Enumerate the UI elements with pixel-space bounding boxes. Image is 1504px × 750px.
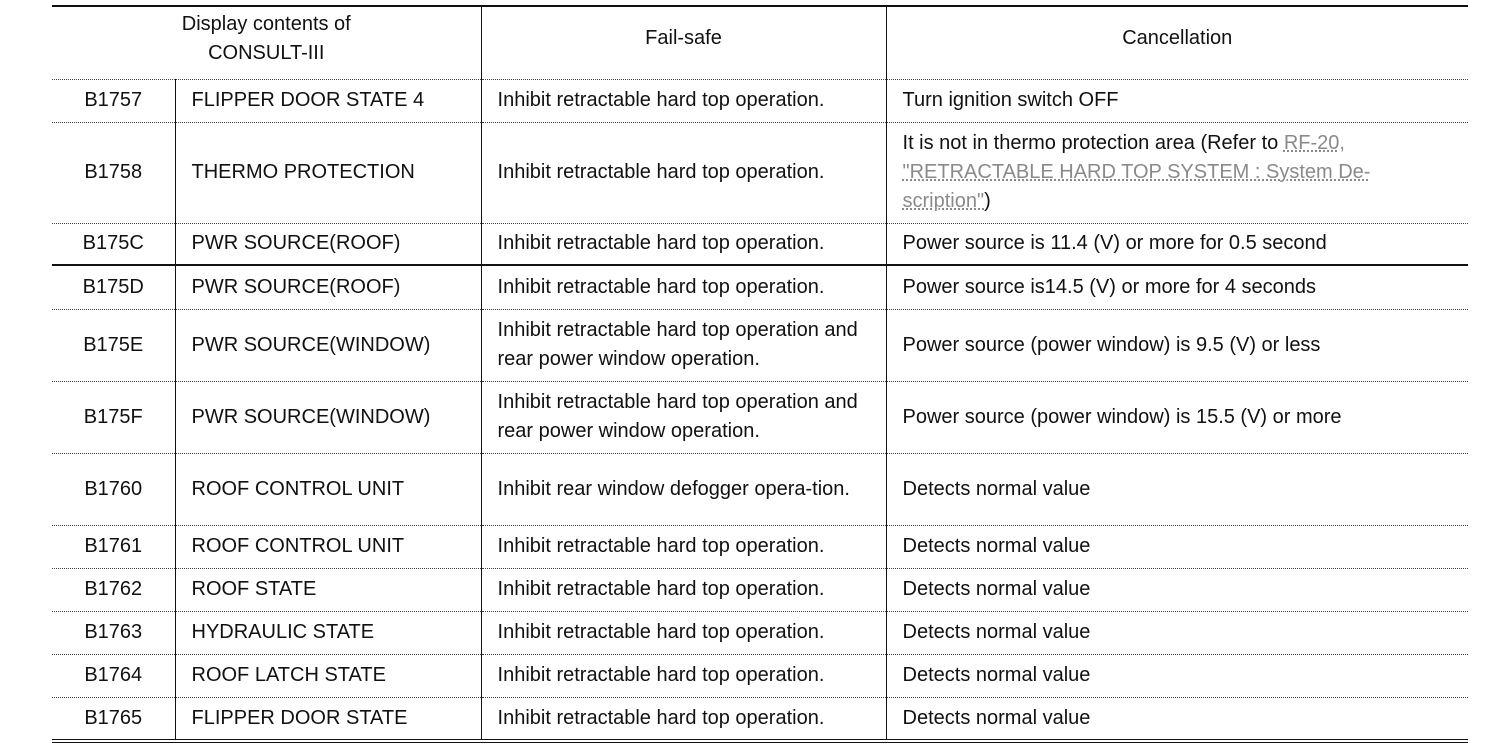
dtc-code: B175E [52, 309, 175, 381]
cancellation-cell: Detects normal value [886, 611, 1468, 654]
cancellation-cell: Detects normal value [886, 525, 1468, 568]
failsafe-cell: Inhibit retractable hard top operation. [481, 525, 886, 568]
table-row [52, 525, 1468, 568]
cancellation-cell: Power source is14.5 (V) or more for 4 seconds [886, 265, 1468, 309]
table-row [52, 122, 1468, 223]
header-display-contents [52, 6, 481, 79]
cancellation-cell: Detects normal value [886, 697, 1468, 741]
table-row [52, 611, 1468, 654]
header-row [52, 6, 1468, 79]
dtc-code: B1757 [52, 79, 175, 122]
header-display-line1: Display contents of [181, 12, 351, 35]
table-row [52, 79, 1468, 122]
cancellation-cell: Power source (power window) is 9.5 (V) or less [886, 309, 1468, 381]
table-row [52, 265, 1468, 309]
header-cancellation: Cancellation [886, 6, 1468, 79]
header-failsafe: Fail-safe [481, 6, 886, 79]
display-item: ROOF STATE [175, 568, 481, 611]
display-item: ROOF CONTROL UNIT [175, 525, 481, 568]
failsafe-cell: Inhibit retractable hard top operation and rear power window operation. [481, 381, 886, 453]
display-item: HYDRAULIC STATE [175, 611, 481, 654]
table-row [52, 223, 1468, 265]
failsafe-cell: Inhibit retractable hard top operation. [481, 611, 886, 654]
dtc-code: B1764 [52, 654, 175, 697]
cancellation-cell: Power source (power window) is 15.5 (V) or more [886, 381, 1468, 453]
cancellation-text-end: ) [984, 190, 991, 212]
table-row [52, 381, 1468, 453]
failsafe-cell: Inhibit rear window defogger opera-tion. [481, 453, 886, 525]
cancellation-cell: Power source is 11.4 (V) or more for 0.5 second [886, 223, 1468, 265]
display-item: PWR SOURCE(ROOF) [175, 265, 481, 309]
failsafe-table [52, 5, 1468, 743]
cancellation-cell [886, 122, 1468, 223]
dtc-code: B175C [52, 223, 175, 265]
failsafe-cell: Inhibit retractable hard top operation. [481, 697, 886, 741]
dtc-code: B175D [52, 265, 175, 309]
failsafe-cell: Inhibit retractable hard top operation. [481, 79, 886, 122]
cancellation-cell: Detects normal value [886, 568, 1468, 611]
dtc-code: B1762 [52, 568, 175, 611]
display-item: FLIPPER DOOR STATE 4 [175, 79, 481, 122]
display-item: PWR SOURCE(WINDOW) [175, 381, 481, 453]
dtc-code: B1761 [52, 525, 175, 568]
display-item: PWR SOURCE(WINDOW) [175, 309, 481, 381]
display-item: ROOF LATCH STATE [175, 654, 481, 697]
cancellation-cell: Detects normal value [886, 453, 1468, 525]
dtc-code: B1760 [52, 453, 175, 525]
cancellation-cell: Detects normal value [886, 654, 1468, 697]
dtc-code: B1765 [52, 697, 175, 741]
reference-link[interactable]: RF-20, "RETRACTABLE HARD TOP SYSTEM : System De-scription" [902, 132, 1371, 212]
display-item: PWR SOURCE(ROOF) [175, 223, 481, 265]
table-row [52, 568, 1468, 611]
dtc-code: B175F [52, 381, 175, 453]
failsafe-cell: Inhibit retractable hard top operation and rear power window operation. [481, 309, 886, 381]
table-row [52, 654, 1468, 697]
table-row [52, 697, 1468, 741]
dtc-code: B1758 [52, 122, 175, 223]
cancellation-cell: Turn ignition switch OFF [886, 79, 1468, 122]
failsafe-cell: Inhibit retractable hard top operation. [481, 654, 886, 697]
table-row [52, 309, 1468, 381]
header-display-line2: CONSULT-III [208, 41, 325, 64]
dtc-code: B1763 [52, 611, 175, 654]
display-item: ROOF CONTROL UNIT [175, 453, 481, 525]
failsafe-cell: Inhibit retractable hard top operation. [481, 223, 886, 265]
cancellation-text: It is not in thermo protection area (Refer to [902, 132, 1284, 154]
failsafe-cell: Inhibit retractable hard top operation. [481, 122, 886, 223]
display-item: FLIPPER DOOR STATE [175, 697, 481, 741]
failsafe-cell: Inhibit retractable hard top operation. [481, 568, 886, 611]
failsafe-cell: Inhibit retractable hard top operation. [481, 265, 886, 309]
table-row [52, 453, 1468, 525]
display-item: THERMO PROTECTION [175, 122, 481, 223]
